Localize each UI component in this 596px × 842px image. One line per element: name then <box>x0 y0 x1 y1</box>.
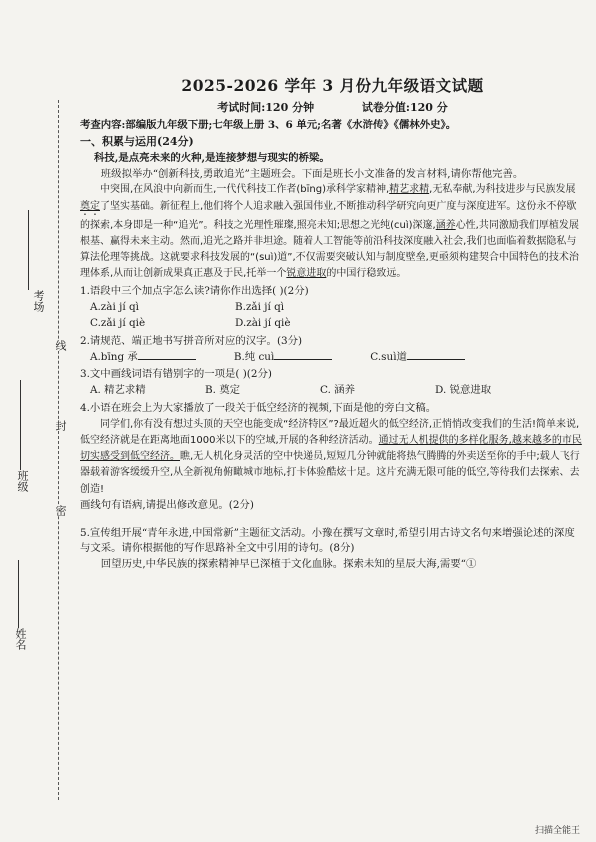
exam-room-label: 考场 <box>32 290 45 312</box>
question-3-options <box>80 383 585 399</box>
essay-part: ,无私奉献,为科技进步与民族发展 <box>429 184 576 196</box>
option-a[interactable]: A. 精艺求精 <box>90 384 146 397</box>
option-d[interactable]: D. 锐意进取 <box>435 384 492 397</box>
option-a[interactable]: A.zài jí qì <box>90 301 139 314</box>
question-5: 5.宣传组开展“青年永进,中国常新”主题征文活动。小豫在撰写文章时,希望引用古诗文名句来增强论述的深度与文采。请你根据他的写作思路补全文中引用的诗句。(8分) <box>80 526 575 555</box>
option-b[interactable]: B. 奠定 <box>205 384 241 397</box>
question-1-options-row-2 <box>80 316 585 332</box>
question-4-passage <box>80 417 585 498</box>
blank-c-input[interactable] <box>407 359 465 360</box>
question-1: 1.语段中三个加点字怎么读?请你作出选择( )(2分) <box>80 285 309 298</box>
exam-info <box>80 100 585 117</box>
underlined-word-4: 锐意进取 <box>286 268 327 280</box>
essay-part: 心性,共同激励我们厚植发展根基、赢得未来主动。然而,追光之路并非坦途。随着人工智能等前沿科技深度融入社会,我们也面临着数据隐私与算法伦理等挑战。这就要求科技发展的“(suì)道”,不仅需要突破认知与制度壁垒,更亟须构建契合中国特色的技术治理体系,从而让创新成果真正惠及于民,托举一个 <box>80 219 579 280</box>
scanner-watermark: 扫描全能王 <box>534 826 580 836</box>
underlined-word-1: 精艺求精 <box>389 184 430 196</box>
section-heading: 一、积累与运用(24分) <box>80 135 194 149</box>
blank-b <box>234 350 332 366</box>
exam-content <box>80 74 585 573</box>
blank-c <box>370 350 465 366</box>
option-d[interactable]: D.zài jí qiè <box>235 316 291 329</box>
section-slogan: 科技,是点亮未来的火种,是连接梦想与现实的桥梁。 <box>94 151 330 164</box>
blank-a <box>90 350 196 366</box>
essay-part: 的中国行稳致远。 <box>326 268 407 280</box>
underlined-word-3: 涵养 <box>435 219 456 231</box>
essay-part: 了坚实基础。新征程上,他们将个人追求融入强国伟业,不断推动科学研究向更广度与深度进军。这份永不停歇的探索,本身即是一种“追光”。科技之光理性璀璨,照亮未知;思想之光纯(cuì)深邃, <box>80 200 577 231</box>
section-intro: 班级拟举办“创新科技,勇敢追光”主题班会。下面是班长小文准备的发言材料,请你帮他完善。 <box>100 167 524 180</box>
exam-room-line <box>28 210 29 290</box>
exam-title: 2025-2026 学年 3 月份九年级语文试题 <box>181 76 484 95</box>
class-label: 班级 <box>16 470 29 492</box>
blank-c-label: C.suì道 <box>370 350 407 363</box>
essay-part: 中突围,在风浪中向新而生,一代代科技工作者(bīng)承科学家精神, <box>100 184 390 196</box>
passage-part: 同学们,你有没有想过头顶的天空也能变成“经济特区”?最近超火的低空经济,正悄悄改变我们的生活!简单来说,低空经济就是在距离地面1000米以下的空域,开展的各种经济活动。 <box>80 418 580 447</box>
blank-b-label: B.纯 cuì <box>233 350 275 363</box>
option-c[interactable]: C. 涵养 <box>320 384 355 397</box>
essay-passage <box>80 182 585 282</box>
fold-mark-line: 线 <box>54 340 67 351</box>
underlined-word-2: 奠定 <box>80 200 100 212</box>
question-3: 3.文中画线词语有错别字的一项是( )(2分) <box>80 368 272 381</box>
blank-b-input[interactable] <box>274 359 332 360</box>
blank-a-label: A.bīng 承 <box>90 350 138 363</box>
question-5-text: 回望历史,中华民族的探索精神早已深植于文化血脉。探索未知的星辰大海,需要“① <box>100 558 477 571</box>
fold-dashed-line <box>58 100 59 800</box>
question-1-options-row-1 <box>80 300 585 316</box>
blank-a-input[interactable] <box>138 359 196 360</box>
fold-mark-seal: 封 <box>54 420 67 431</box>
name-line <box>18 560 19 628</box>
option-c[interactable]: C.zǎi jí qiè <box>90 316 146 329</box>
class-line <box>20 380 21 470</box>
question-4: 4.小语在班会上为大家播放了一段关于低空经济的视频,下面是他的旁白文稿。 <box>80 402 437 415</box>
question-4-instruction: 画线句有语病,请提出修改意见。(2分) <box>80 498 254 511</box>
fold-mark-secret: 密 <box>54 505 67 516</box>
exam-score: 试卷分值:120 分 <box>361 100 448 114</box>
question-2: 2.请规范、端正地书写拼音所对应的汉字。(3分) <box>80 334 303 347</box>
option-b[interactable]: B.zǎi jí qì <box>235 301 285 314</box>
faulty-sentence: 通过无人机提供的多样化服务,越来越多的市民切实感受到低空经济。 <box>80 435 582 463</box>
passage-part: 瞧,无人机化身灵活的空中快递员,短短几分钟就能将热气腾腾的外卖送至你的手中;载人飞行器载着游客缓缓升空,从全新视角俯瞰城市地标,打卡体验酷炫十足。这片充满无限可能的低空,等待我们去探索、去创造! <box>80 451 580 495</box>
exam-time: 考试时间:120 分钟 <box>217 100 315 114</box>
name-label: 姓名 <box>14 628 27 650</box>
binding-margin <box>0 0 74 842</box>
exam-scope: 考查内容:部编版九年级下册;七年级上册 3、6 单元;名著《水浒传》《儒林外史》。 <box>80 119 457 132</box>
question-2-blanks <box>80 350 585 366</box>
